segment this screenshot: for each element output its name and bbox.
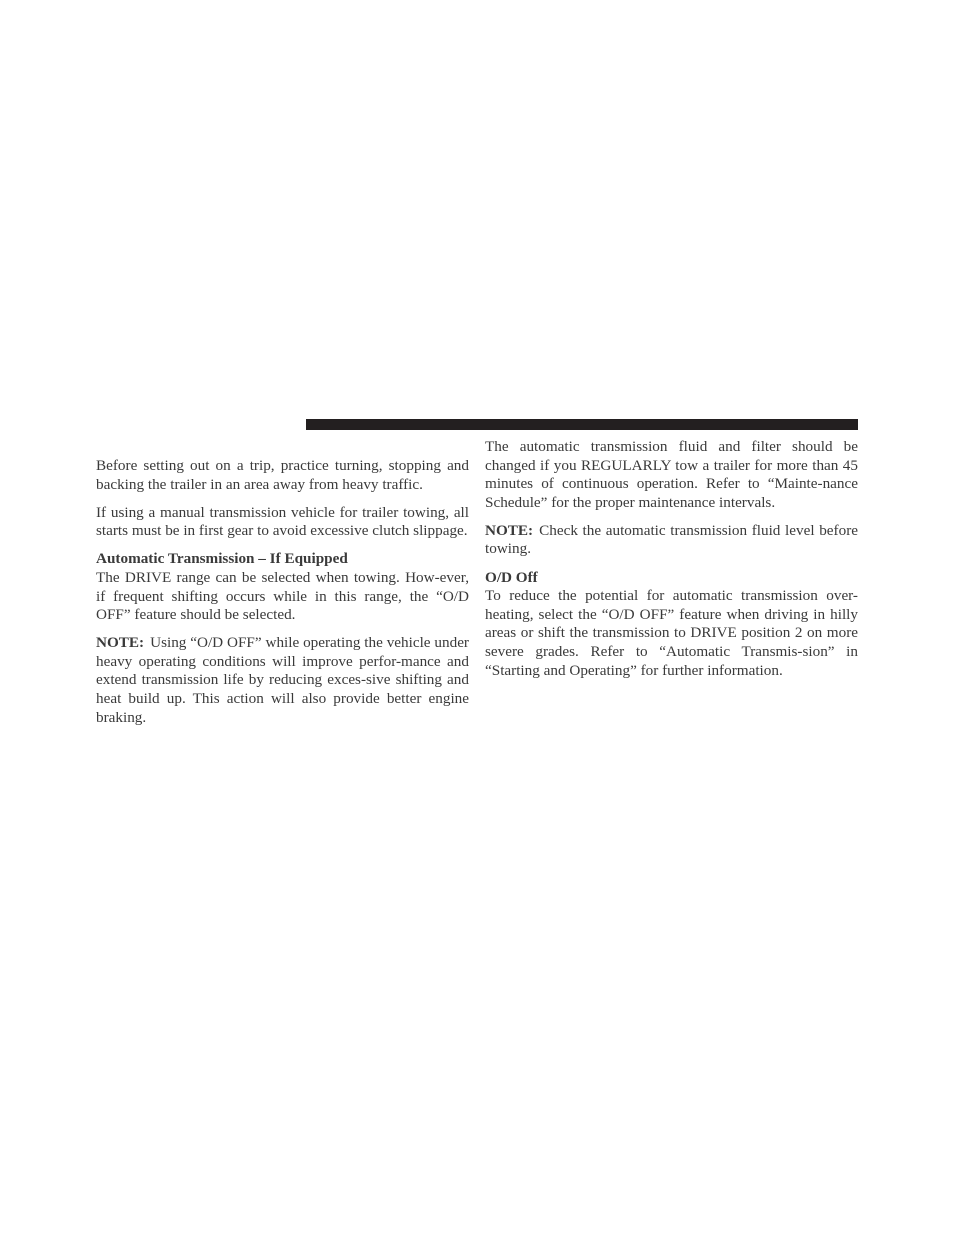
note-text: Check the automatic transmission fluid level before towing. bbox=[485, 521, 858, 558]
note-label: NOTE: bbox=[96, 634, 145, 652]
heading-automatic-transmission: Automatic Transmission – If Equipped bbox=[96, 550, 348, 568]
paragraph-practice-turning: Before setting out on a trip, practice turning, stopping and backing the trailer in an area away from heavy traffic. bbox=[96, 457, 469, 493]
note-label: NOTE: bbox=[485, 521, 534, 539]
paragraph-drive-range: The DRIVE range can be selected when towing. How-ever, if frequent shifting occurs while in this range, the “O/D OFF” feature should be selected. bbox=[96, 568, 469, 624]
paragraph-fluid-filter: The automatic transmission fluid and filter should be changed if you REGULARLY tow a trailer for more than 45 minutes of continuous operation. Refer to “Mainte-nance Schedule” for the proper maintenance intervals. bbox=[485, 438, 858, 511]
header-bar bbox=[306, 419, 858, 430]
paragraph-manual-transmission: If using a manual transmission vehicle for trailer towing, all starts must be in first gear to avoid excessive clutch slippage. bbox=[96, 503, 469, 540]
right-column bbox=[485, 438, 858, 690]
note-check-fluid bbox=[485, 522, 858, 559]
note-text: Using “O/D OFF” while operating the vehicle under heavy operating conditions will improve perfor-mance and extend transmission life by reducing exces-sive shifting and heat build up. This action will also provide better engine braking. bbox=[96, 634, 469, 726]
paragraph-reduce-overheating: To reduce the potential for automatic transmission over-heating, select the “O/D OFF” feature when driving in hilly areas or shift the transmission to DRIVE position 2 on more severe grades. Refer to “Automatic Transmis-sion” in “Starting and Operating” for further information. bbox=[485, 587, 858, 679]
left-column bbox=[96, 457, 469, 737]
heading-od-off: O/D Off bbox=[485, 568, 538, 586]
note-od-off bbox=[96, 634, 469, 727]
